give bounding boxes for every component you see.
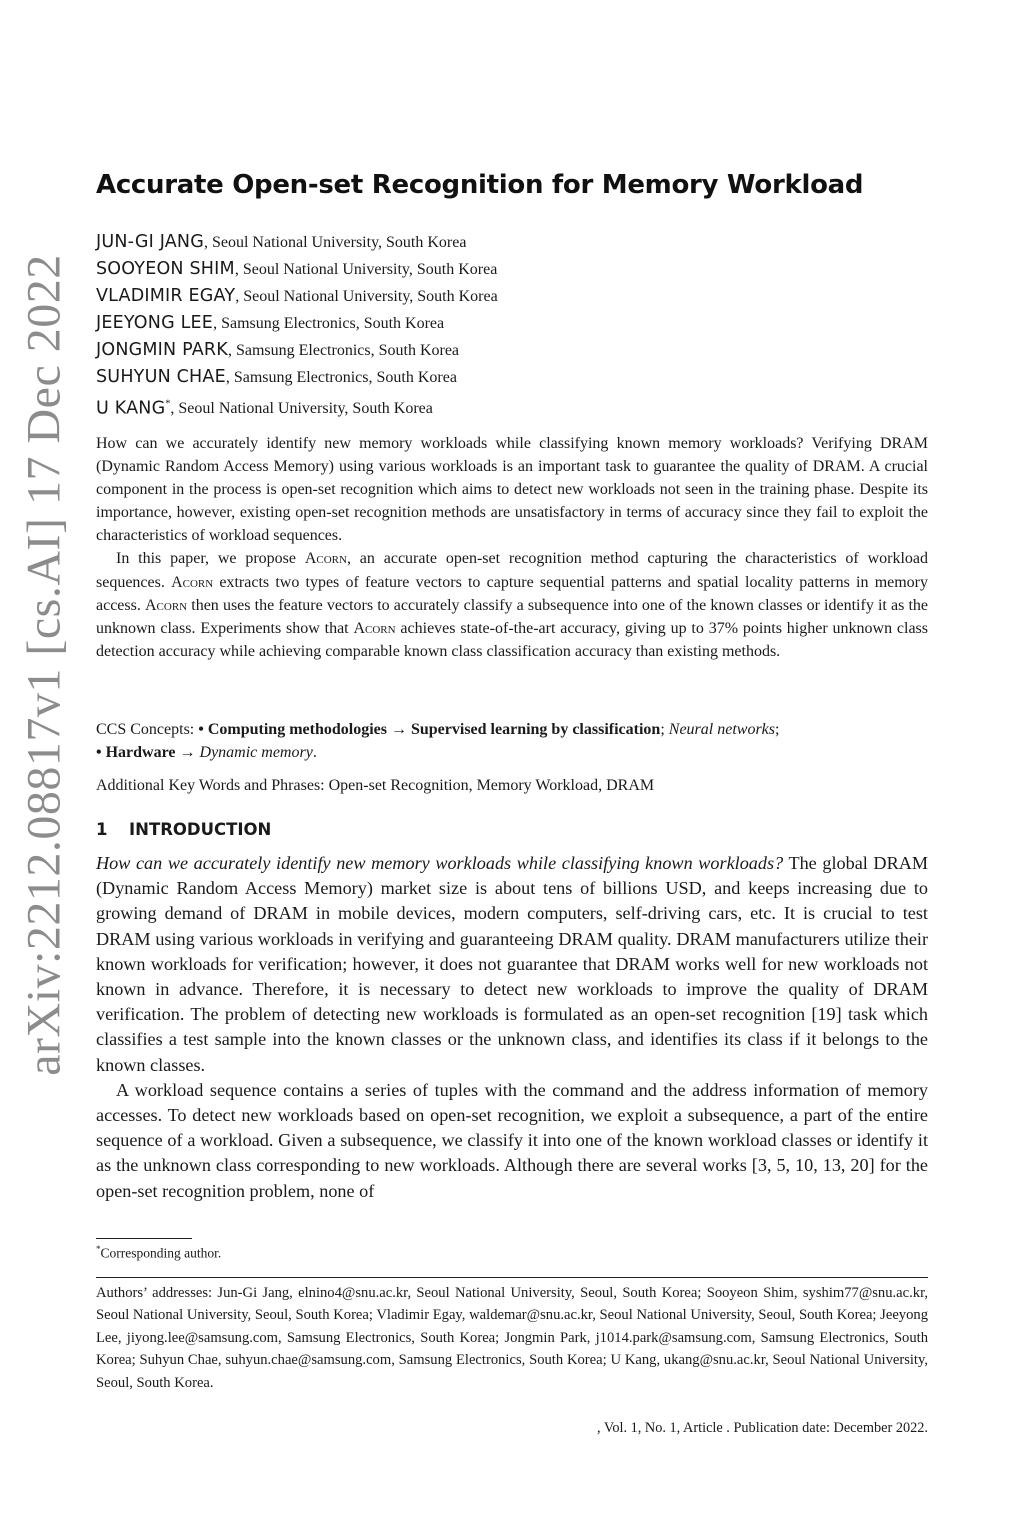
body-paragraph: How can we accurately identify new memory workloads while classifying known workloads? The global DRAM (Dynamic Random Access Memory) market size is about tens of billions USD, and keeps increasing due to growing demand of DRAM in mobile devices, modern computers, self-driving cars, etc. It is crucial to test DRAM using various workloads in verifying and guaranteeing DRAM quality. DRAM manufacturers utilize their known workloads for verification; however, it does not guarantee that DRAM works well for new workloads not known in advance. Therefore, it is necessary to detect new workloads to improve the quality of DRAM verification. The problem of detecting new workloads is formulated as an open-set recognition [19] task which classifies a test sample into the known classes or the unknown class, and identifies its class if it belongs to the known classes. (96, 853, 929, 1075)
corresponding-marker: * (165, 399, 171, 410)
footnote: *Corresponding author. (96, 1244, 222, 1261)
author-name: U KANG (96, 398, 166, 419)
author-entry (96, 393, 498, 420)
section-number: 1 (96, 820, 108, 839)
method-name: Acorn (171, 573, 214, 591)
footnote-divider (96, 1238, 192, 1239)
author-affiliation: , Samsung Electronics, South Korea (227, 342, 460, 359)
abstract (96, 432, 928, 663)
author-name: JEEYONG LEE (96, 313, 214, 333)
method-name: Acorn (145, 596, 188, 614)
section-heading (96, 820, 271, 839)
author-name: JONGMIN PARK (96, 340, 228, 360)
author-affiliation: , Seoul National University, South Korea (235, 288, 498, 305)
abstract-paragraph: In this paper, we propose Acorn, an accurate open-set recognition method capturing the characteristics of workload sequences. Acorn extracts two types of feature vectors to capture sequential patterns and spatial locality patterns in memory access. Acorn then uses the feature vectors to accurately classify a subsequence into one of the known classes or identify it as the unknown class. Experiments show that Acorn achieves state-of-the-art accuracy, giving up to 37% points higher unknown class detection accuracy while achieving comparable known class classification accuracy than existing methods. (96, 550, 929, 660)
ccs-concepts: CCS Concepts: • Computing methodologies → Supervised learning by classification; Neural networks; • Hardware → Dynamic memory. (96, 721, 780, 761)
introduction-body (96, 851, 928, 1204)
author-name: JUN-GI JANG (96, 232, 204, 252)
abstract-paragraph: How can we accurately identify new memory workloads while classifying known memory workloads? Verifying DRAM (Dynamic Random Access Memory) using various workloads is an important task to guarantee the quality of DRAM. A crucial component in the process is open-set recognition which aims to detect new workloads not seen in the training phase. Despite its importance, however, existing open-set recognition methods are unsatisfactory in terms of accuracy since they fail to exploit the characteristics of workload sequences. (96, 435, 928, 545)
body-paragraph: A workload sequence contains a series of tuples with the command and the address information of memory accesses. To detect new workloads based on open-set recognition, we exploit a subsequence, a part of the entire sequence of a workload. Given a subsequence, we classify it into one of the known workload classes or identify it as the unknown class corresponding to new workloads. Although there are several works [3, 5, 10, 13, 20] for the open-set recognition problem, none of (96, 1079, 928, 1201)
author-entry (96, 285, 498, 312)
author-name: SOOYEON SHIM (96, 259, 235, 279)
author-affiliation: , Seoul National University, South Korea (203, 234, 467, 251)
author-entry (96, 258, 498, 285)
author-affiliation: , Samsung Electronics, South Korea (213, 315, 445, 332)
arxiv-sidebar-stamp (13, 254, 75, 1076)
author-name: SUHYUN CHAE (96, 367, 226, 387)
method-name: Acorn (353, 619, 396, 637)
addresses-divider (96, 1277, 928, 1278)
method-name: Acorn (304, 550, 347, 568)
publication-footer: , Vol. 1, No. 1, Article . Publication date: December 2022. (596, 1420, 928, 1436)
author-addresses: Authors’ addresses: Jun-Gi Jang, elnino4@snu.ac.kr, Seoul National University, Seoul, South Korea; Sooyeon Shim, syshim77@snu.ac.kr, Seoul National University, Seoul, South Korea; Vladimir Egay, waldemar@snu.ac.kr, Seoul National University, Seoul, South Korea; Jeeyong Lee, jiyong.lee@samsung.com, Samsung Electronics, South Korea; Jongmin Park, j1014.park@samsung.com, Samsung Electronics, South Korea; Suhyun Chae, suhyun.chae@samsung.com, Samsung Electronics, South Korea; U Kang, ukang@snu.ac.kr, Seoul National University, Seoul, South Korea. (96, 1285, 928, 1391)
author-affiliation: , Seoul National University, South Korea (170, 400, 433, 418)
section-title: INTRODUCTION (129, 820, 272, 839)
author-entry (96, 231, 498, 258)
author-entry (96, 366, 498, 393)
paper-title: Accurate Open-set Recognition for Memory Workload (96, 170, 864, 200)
author-entry (96, 339, 498, 366)
arxiv-id-text: arXiv:2212.08817v1 [cs.AI] 17 Dec 2022 (17, 254, 71, 1076)
author-name: VLADIMIR EGAY (96, 286, 236, 306)
author-affiliation: , Samsung Electronics, South Korea (225, 369, 457, 386)
author-entry (96, 312, 498, 339)
keywords: Additional Key Words and Phrases: Open-set Recognition, Memory Workload, DRAM (96, 777, 655, 794)
author-list (96, 231, 498, 420)
author-affiliation: , Seoul National University, South Korea (234, 261, 498, 278)
